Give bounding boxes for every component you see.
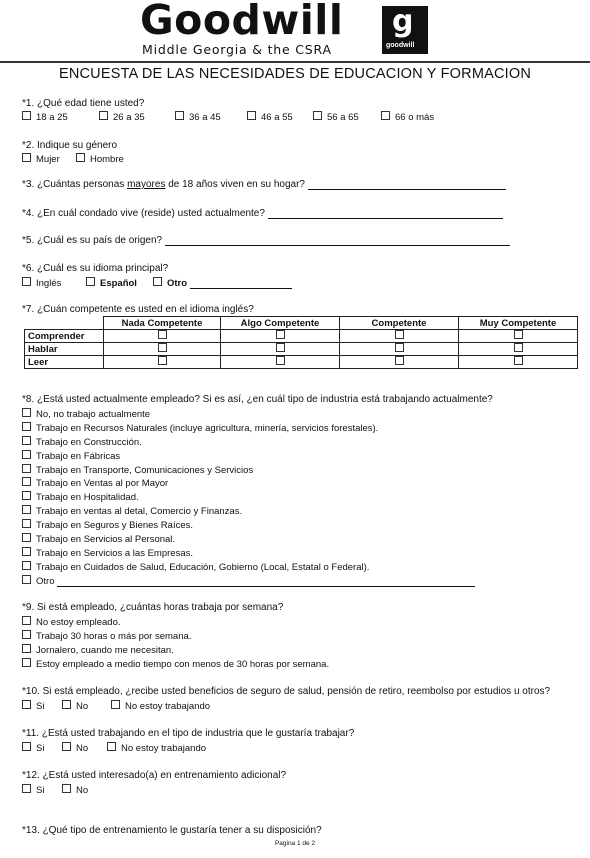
list-item[interactable]: Otro bbox=[22, 575, 475, 589]
q1-option-3[interactable]: 36 a 45 bbox=[175, 111, 221, 123]
list-item[interactable]: No, no trabajo actualmente bbox=[22, 408, 475, 422]
q11-option-not-working[interactable]: No estoy trabajando bbox=[107, 742, 206, 754]
checkbox[interactable] bbox=[22, 533, 31, 542]
q2-option-1[interactable]: Mujer bbox=[22, 153, 60, 165]
q13-label: *13. ¿Qué tipo de entrenamiento le gustaría tener a su disposición? bbox=[22, 825, 322, 836]
column-header: Algo Competente bbox=[221, 317, 340, 330]
checkbox[interactable] bbox=[22, 153, 31, 162]
checkbox[interactable] bbox=[111, 700, 120, 709]
checkbox[interactable] bbox=[22, 436, 31, 445]
checkbox[interactable] bbox=[22, 491, 31, 500]
list-item[interactable]: Trabajo en ventas al detal, Comercio y Finanzas. bbox=[22, 505, 475, 519]
q1-options bbox=[22, 111, 582, 123]
q1-option-2[interactable]: 26 a 35 bbox=[99, 111, 145, 123]
q8-label: *8. ¿Está usted actualmente empleado? Si es así, ¿en cuál tipo de industria está trabajando actualmente? bbox=[22, 394, 493, 405]
q5-answer-line[interactable] bbox=[165, 236, 510, 246]
q11-label: *11. ¿Está usted trabajando en el tipo de industria que le gustaría trabajar? bbox=[22, 728, 355, 739]
row-header: Hablar bbox=[25, 343, 104, 356]
page-title: ENCUESTA DE LAS NECESIDADES DE EDUCACION Y FORMACION bbox=[58, 66, 532, 82]
list-item[interactable]: Trabajo 30 horas o más por semana. bbox=[22, 630, 329, 644]
table-corner bbox=[25, 317, 104, 330]
checkbox[interactable] bbox=[22, 277, 31, 286]
q5-label: *5. ¿Cuál es su país de origen? bbox=[22, 235, 510, 246]
q10-option-si[interactable]: Si bbox=[22, 700, 44, 712]
q10-option-not-working[interactable]: No estoy trabajando bbox=[111, 700, 210, 712]
row-header: Leer bbox=[25, 356, 104, 369]
checkbox[interactable] bbox=[22, 477, 31, 486]
goodwill-logo bbox=[140, 2, 430, 58]
checkbox[interactable] bbox=[22, 630, 31, 639]
column-header: Nada Competente bbox=[104, 317, 221, 330]
q1-option-6[interactable]: 66 o más bbox=[381, 111, 434, 123]
q11-option-no[interactable]: No bbox=[62, 742, 88, 754]
q2-options bbox=[22, 153, 322, 165]
checkbox[interactable] bbox=[158, 330, 167, 339]
header-rule bbox=[0, 61, 590, 63]
q10-option-no[interactable]: No bbox=[62, 700, 88, 712]
checkbox[interactable] bbox=[247, 111, 256, 120]
list-item[interactable]: Trabajo en Transporte, Comunicaciones y Servicios bbox=[22, 464, 475, 478]
logo-subtitle: Middle Georgia & the CSRA bbox=[142, 42, 332, 57]
q4-answer-line[interactable] bbox=[268, 209, 503, 219]
column-header: Muy Competente bbox=[459, 317, 578, 330]
checkbox[interactable] bbox=[514, 343, 523, 352]
checkbox[interactable] bbox=[22, 505, 31, 514]
checkbox[interactable] bbox=[22, 742, 31, 751]
checkbox[interactable] bbox=[22, 408, 31, 417]
q3-answer-line[interactable] bbox=[308, 180, 506, 190]
checkbox[interactable] bbox=[62, 784, 71, 793]
table-header-row bbox=[25, 317, 578, 330]
table-row bbox=[25, 343, 578, 356]
q3-label: *3. ¿Cuántas personas mayores de 18 años viven en su hogar? bbox=[22, 179, 506, 190]
checkbox[interactable] bbox=[158, 356, 167, 365]
q10-label: *10. Si está empleado, ¿recibe usted beneficios de seguro de salud, pensión de retiro, reembolso por estudios u otros? bbox=[22, 686, 551, 697]
list-item[interactable]: Trabajo en Fábricas bbox=[22, 450, 475, 464]
checkbox[interactable] bbox=[22, 575, 31, 584]
checkbox[interactable] bbox=[22, 561, 31, 570]
q9-label: *9. Si está empleado, ¿cuántas horas trabaja por semana? bbox=[22, 602, 284, 613]
checkbox[interactable] bbox=[22, 111, 31, 120]
q2-option-2[interactable]: Hombre bbox=[76, 153, 124, 165]
list-item[interactable]: Trabajo en Hospitalidad. bbox=[22, 491, 475, 505]
q9-options bbox=[22, 616, 329, 672]
checkbox[interactable] bbox=[22, 547, 31, 556]
checkbox[interactable] bbox=[22, 658, 31, 667]
checkbox[interactable] bbox=[62, 700, 71, 709]
q12-option-no[interactable]: No bbox=[62, 784, 88, 796]
checkbox[interactable] bbox=[76, 153, 85, 162]
logo-mark bbox=[382, 6, 428, 54]
q8-options bbox=[22, 408, 475, 589]
checkbox[interactable] bbox=[395, 356, 404, 365]
list-item[interactable]: Trabajo en Servicios a las Empresas. bbox=[22, 547, 475, 561]
checkbox[interactable] bbox=[22, 450, 31, 459]
q12-label: *12. ¿Está usted interesado(a) en entrenamiento adicional? bbox=[22, 770, 287, 781]
checkbox[interactable] bbox=[514, 356, 523, 365]
checkbox[interactable] bbox=[276, 343, 285, 352]
q6-options bbox=[22, 277, 422, 289]
logo-wordmark: Goodwill bbox=[140, 0, 344, 44]
q2-label: *2. Indique su género bbox=[22, 140, 118, 151]
checkbox[interactable] bbox=[313, 111, 322, 120]
checkbox[interactable] bbox=[276, 356, 285, 365]
checkbox[interactable] bbox=[107, 742, 116, 751]
checkbox[interactable] bbox=[153, 277, 162, 286]
q6-label: *6. ¿Cuál es su idioma principal? bbox=[22, 263, 169, 274]
q1-option-1[interactable]: 18 a 25 bbox=[22, 111, 68, 123]
list-item[interactable]: Estoy empleado a medio tiempo con menos de 30 horas por semana. bbox=[22, 658, 329, 672]
column-header: Competente bbox=[340, 317, 459, 330]
logo-mark-text: goodwill bbox=[386, 42, 415, 49]
q11-options bbox=[22, 742, 422, 754]
q11-option-si[interactable]: Si bbox=[22, 742, 44, 754]
q7-label: *7. ¿Cuán competente es usted en el idioma inglés? bbox=[22, 304, 254, 315]
page-number: Pagina 1 de 2 bbox=[274, 840, 316, 847]
checkbox[interactable] bbox=[395, 343, 404, 352]
logo-g-icon: g bbox=[392, 4, 414, 39]
checkbox[interactable] bbox=[175, 111, 184, 120]
list-item[interactable]: Trabajo en Servicios al Personal. bbox=[22, 533, 475, 547]
q1-option-5[interactable]: 56 a 65 bbox=[313, 111, 359, 123]
q6-option-1[interactable]: Inglés bbox=[22, 277, 61, 289]
checkbox[interactable] bbox=[22, 464, 31, 473]
q8-other-line[interactable] bbox=[57, 577, 475, 587]
q10-options bbox=[22, 700, 422, 712]
checkbox[interactable] bbox=[62, 742, 71, 751]
q6-other-line[interactable] bbox=[190, 279, 292, 289]
q12-option-si[interactable]: Si bbox=[22, 784, 44, 796]
list-item[interactable]: Jornalero, cuando me necesitan. bbox=[22, 644, 329, 658]
list-item[interactable]: No estoy empleado. bbox=[22, 616, 329, 630]
q12-options bbox=[22, 784, 222, 796]
q6-option-2[interactable]: Español bbox=[86, 277, 137, 289]
checkbox[interactable] bbox=[514, 330, 523, 339]
checkbox[interactable] bbox=[381, 111, 390, 120]
list-item[interactable]: Trabajo en Seguros y Bienes Raíces. bbox=[22, 519, 475, 533]
table-row bbox=[25, 356, 578, 369]
q4-label: *4. ¿En cuál condado vive (reside) usted actualmente? bbox=[22, 208, 503, 219]
checkbox[interactable] bbox=[22, 616, 31, 625]
checkbox[interactable] bbox=[22, 700, 31, 709]
checkbox[interactable] bbox=[86, 277, 95, 286]
checkbox[interactable] bbox=[22, 519, 31, 528]
table-row bbox=[25, 330, 578, 343]
checkbox[interactable] bbox=[22, 644, 31, 653]
checkbox[interactable] bbox=[276, 330, 285, 339]
q1-label: *1. ¿Qué edad tiene usted? bbox=[22, 98, 145, 109]
q1-option-4[interactable]: 46 a 55 bbox=[247, 111, 293, 123]
checkbox[interactable] bbox=[395, 330, 404, 339]
list-item[interactable]: Trabajo en Cuidados de Salud, Educación, Gobierno (Local, Estatal o Federal). bbox=[22, 561, 475, 575]
competence-table bbox=[24, 316, 578, 369]
list-item[interactable]: Trabajo en Construcción. bbox=[22, 436, 475, 450]
row-header: Comprender bbox=[25, 330, 104, 343]
checkbox[interactable] bbox=[99, 111, 108, 120]
list-item[interactable]: Trabajo en Recursos Naturales (incluye agricultura, minería, servicios forestales). bbox=[22, 422, 475, 436]
checkbox[interactable] bbox=[22, 422, 31, 431]
checkbox[interactable] bbox=[158, 343, 167, 352]
list-item[interactable]: Trabajo en Ventas al por Mayor bbox=[22, 477, 475, 491]
q6-option-3[interactable]: Otro bbox=[153, 277, 292, 289]
checkbox[interactable] bbox=[22, 784, 31, 793]
